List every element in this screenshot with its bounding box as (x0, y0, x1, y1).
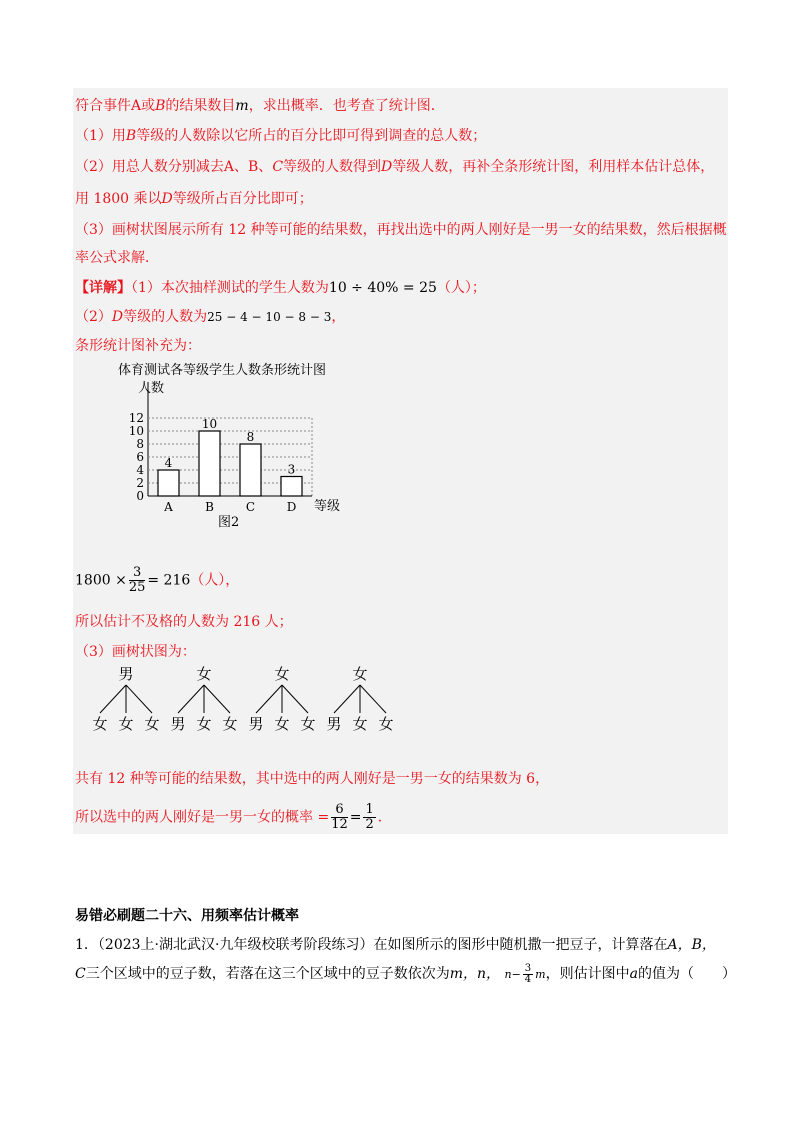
analysis-line-4: 用 1800 乘以D等级所占百分比即可； (75, 191, 313, 207)
tree-branch (256, 685, 282, 713)
analysis-line-2: （1）用B等级的人数除以它所占的百分比即可得到调查的总人数； (75, 128, 487, 144)
chart-caption: 图2 (218, 515, 240, 530)
tree-leaf: 女 (352, 715, 368, 733)
question-line-2: C三个区域中的豆子数，若落在这三个区域中的豆子数依次为m，n， n− $\frac{3}{4}$ m，则估计图中a的值为（ ） (75, 962, 736, 985)
analysis-line-1: 符合事件A或B的结果数目m，求出概率．也考查了统计图． (75, 98, 445, 114)
tree-root: 女 (196, 665, 212, 683)
chart-ylabel: 人数 (138, 381, 165, 396)
analysis-line-5: （3）画树状图展示所有 12 种等可能的结果数，再找出选中的两人刚好是一男一女的结果数，然后根据概 (75, 222, 727, 238)
analysis-line-6: 率公式求解． (75, 250, 159, 266)
tree-diagram (92, 663, 430, 743)
tree-leaf: 女 (118, 715, 134, 733)
y-tick-label: 6 (136, 450, 144, 464)
tree-leaf: 男 (170, 715, 186, 733)
detail-line-4: 所以估计不及格的人数为 216 人； (75, 614, 293, 630)
detail-line-2: （2）D等级的人数为25 − 4 − 10 − 8 − 3， (75, 309, 346, 325)
y-tick-label: 12 (128, 411, 144, 425)
tree-branch (100, 685, 126, 713)
section-title: 易错必刷题二十六、用频率估计概率 (75, 908, 299, 924)
tree-root: 男 (118, 665, 134, 683)
result-line-2: 所以选中的两人刚好是一男一女的概率 = $\frac{6}{12}$ = $\frac{1}{2}$ ． (75, 802, 392, 832)
tree-leaf: 女 (378, 715, 394, 733)
bar-C (240, 444, 261, 496)
y-tick-label: 8 (136, 437, 144, 451)
bar-value-label: 3 (287, 462, 296, 477)
bar-value-label: 8 (246, 430, 255, 444)
tree-branch (178, 685, 204, 713)
detail-line-5: （3）画树状图为： (75, 644, 196, 660)
bar-D (281, 477, 302, 497)
tree-root: 女 (274, 665, 290, 683)
bar-chart (100, 356, 360, 531)
tree-leaf: 女 (144, 715, 160, 733)
result-line-1: 共有 12 种等可能的结果数，其中选中的两人刚好是一男一女的结果数为 6， (75, 771, 550, 787)
tree-leaf: 女 (92, 715, 108, 733)
y-tick-label: 2 (136, 476, 144, 490)
chart-xlabel: 等级 (314, 499, 341, 514)
tree-branch (360, 685, 386, 713)
tree-leaf: 女 (274, 715, 290, 733)
x-tick-label: D (286, 500, 297, 514)
tree-leaf: 男 (326, 715, 342, 733)
tree-leaf: 女 (300, 715, 316, 733)
analysis-line-3: （2）用总人数分别减去A、B、C等级的人数得到D等级人数，再补全条形统计图，利用样本估计总体， (75, 159, 715, 175)
tree-branch (126, 685, 152, 713)
bar-value-label: 4 (164, 456, 173, 470)
bar-B (199, 431, 220, 496)
tree-branch (334, 685, 360, 713)
x-tick-label: A (164, 500, 173, 514)
calc-line: 1800 × $\frac{3}{25}$ = 216（人）， (75, 565, 240, 595)
tree-leaf: 女 (222, 715, 238, 733)
chart-title: 体育测试各等级学生人数条形统计图 (118, 363, 327, 378)
bar-value-label: 10 (201, 417, 218, 431)
x-tick-label: B (205, 500, 214, 514)
tree-root: 女 (352, 665, 368, 683)
detail-line-1: 【详解】（1）本次抽样测试的学生人数为10 ÷ 40% = 25（人）； (75, 280, 486, 296)
detail-line-3: 条形统计图补充为： (75, 338, 201, 354)
y-tick-label: 10 (128, 424, 144, 438)
tree-leaf: 女 (196, 715, 212, 733)
tree-branch (282, 685, 308, 713)
y-tick-label: 0 (136, 489, 144, 503)
tree-leaf: 男 (248, 715, 264, 733)
y-tick-label: 4 (136, 463, 144, 477)
tree-branch (204, 685, 230, 713)
question-line-1: 1．（2023上·湖北武汉·九年级校联考阶段练习）在如图所示的图形中随机撒一把豆子，计算落在A，B， (75, 937, 716, 953)
bar-A (158, 470, 179, 496)
x-tick-label: C (245, 500, 256, 514)
